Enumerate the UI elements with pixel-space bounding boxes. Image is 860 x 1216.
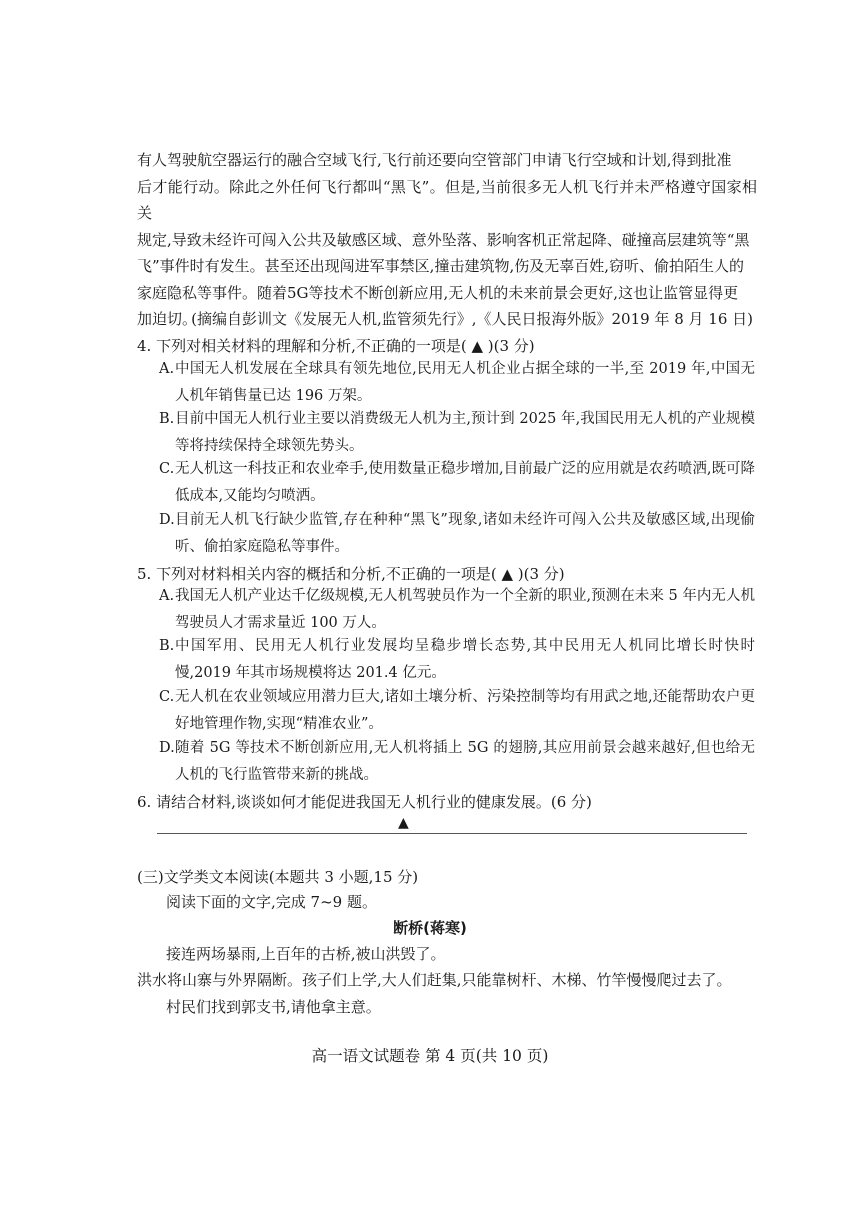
question-4-option-a: [159, 356, 755, 410]
option-text: 随着 5G 等技术不断创新应用,无人机将插上 5G 的翅膀,其应用前景会越来越好,但也给无人机的飞行监管带来新的挑战。: [175, 740, 755, 783]
section-heading: (三)文学类文本阅读(本题共 3 小题,15 分): [137, 868, 419, 886]
option-letter: C.: [159, 689, 175, 705]
option-letter: D.: [159, 740, 175, 756]
intro-line: 有人驾驶航空器运行的融合空域飞行,飞行前还要向空管部门申请飞行空域和计划,得到批准: [137, 151, 732, 169]
question-5-stem: 5. 下列对材料相关内容的概括和分析,不正确的一项是( ▲ )(3 分): [137, 565, 565, 583]
question-5-option-a: [159, 583, 755, 637]
option-letter: A.: [159, 361, 175, 377]
intro-paragraph: [137, 147, 757, 333]
option-text: 中国无人机发展在全球具有领先地位,民用无人机企业占据全球的一半,至 2019 年,中国无人机年销售量已达 196 万架。: [175, 361, 755, 404]
intro-line: 后才能行动。除此之外任何飞行都叫“黑飞”。但是,当前很多无人机飞行并未严格遵守国家相关: [137, 177, 757, 222]
story-line: 村民们找到郭支书,请他拿主意。: [166, 998, 381, 1016]
option-text: 无人机这一科技正和农业牵手,使用数量正稳步增加,目前最广泛的应用就是农药喷洒,既可降低成本,又能均匀喷洒。: [175, 461, 755, 504]
intro-line: 家庭隐私等事件。随着5G等技术不断创新应用,无人机的未来前景会更好,这也让监管显得更: [137, 283, 739, 302]
intro-line: 飞”事件时有发生。甚至还出现闯进军事禁区,撞击建筑物,伤及无辜百姓,窃听、偷拍陌生人的: [137, 257, 744, 275]
option-letter: C.: [159, 461, 175, 477]
option-letter: A.: [159, 588, 175, 604]
option-text: 目前中国无人机行业主要以消费级无人机为主,预计到 2025 年,我国民用无人机的产业规模等将持续保持全球领先势头。: [175, 411, 755, 454]
answer-triangle-mark: ▲: [398, 815, 409, 831]
story-line: 接连两场暴雨,上百年的古桥,被山洪毁了。: [166, 945, 446, 963]
story-title: 断桥(蒋寒): [393, 919, 467, 937]
question-4-option-c: [159, 456, 755, 510]
option-text: 目前无人机飞行缺少监管,存在种种“黑飞”现象,诸如未经许可闯入公共及敏感区域,出现偷听、偷拍家庭隐私等事件。: [175, 512, 755, 555]
source-citation: (摘编自彭训文《发展无人机,监管须先行》,《人民日报海外版》2019 年 8 月 16 日): [191, 310, 753, 328]
option-text: 中国军用、民用无人机行业发展均呈稳步增长态势,其中民用无人机同比增长时快时慢,2019 年其市场规模将达 201.4 亿元。: [175, 638, 755, 681]
question-5-option-d: [159, 735, 755, 789]
story-line: 洪水将山寨与外界隔断。孩子们上学,大人们赶集,只能靠树杆、木梯、竹竿慢慢爬过去了。: [137, 971, 732, 989]
question-4-option-b: [159, 406, 755, 460]
option-letter: B.: [159, 638, 175, 654]
option-text: 无人机在农业领域应用潜力巨大,诸如土壤分析、污染控制等均有用武之地,还能帮助农户更好地管理作物,实现“精准农业”。: [175, 689, 755, 732]
section-instruction: 阅读下面的文字,完成 7~9 题。: [166, 893, 377, 911]
answer-line: [157, 833, 747, 834]
intro-line: 加迫切。: [137, 310, 198, 328]
page-footer: 高一语文试题卷 第 4 页(共 10 页): [311, 1047, 549, 1065]
intro-line: 规定,导致未经许可闯入公共及敏感区域、意外坠落、影响客机正常起降、碰撞高层建筑等“黑: [137, 230, 750, 249]
question-4-stem: 4. 下列对相关材料的理解和分析,不正确的一项是( ▲ )(3 分): [137, 337, 535, 355]
question-5-option-c: [159, 684, 755, 738]
option-letter: B.: [159, 411, 175, 427]
option-text: 我国无人机产业达千亿级规模,无人机驾驶员作为一个全新的职业,预测在未来 5 年内无人机驾驶员人才需求量近 100 万人。: [175, 588, 755, 631]
question-5-option-b: [159, 633, 755, 687]
question-6-stem: 6. 请结合材料,谈谈如何才能促进我国无人机行业的健康发展。(6 分): [137, 793, 592, 811]
option-letter: D.: [159, 512, 175, 528]
question-4-option-d: [159, 507, 755, 561]
